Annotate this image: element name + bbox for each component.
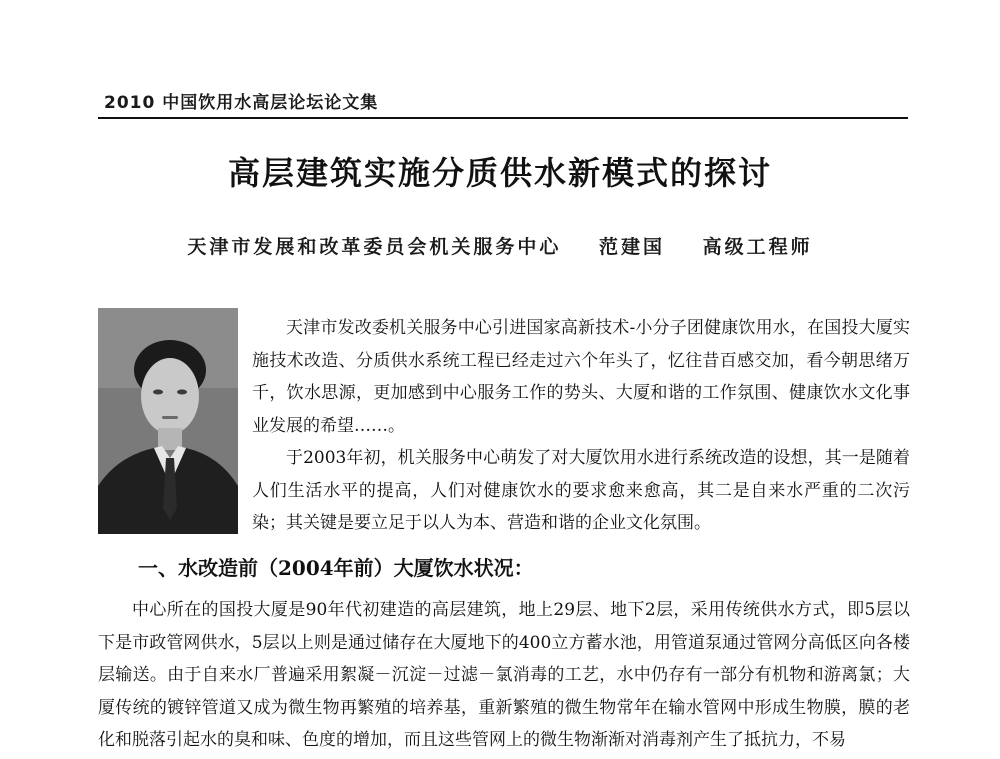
byline <box>0 232 1000 259</box>
intro-paragraph-1: 天津市发改委机关服务中心引进国家高新技术-小分子团健康饮用水，在国投大厦实施技术改造、分质供水系统工程已经走过六个年头了，忆往昔百感交加，看今朝思绪万千，饮水思源，更加感到中心服务工作的势头、大厦和谐的工作氛围、健康饮水文化事业发展的希望……。 <box>252 318 910 436</box>
header-rule <box>98 117 908 119</box>
article-title: 高层建筑实施分质供水新模式的探讨 <box>227 154 772 192</box>
affiliation: 天津市发展和改革委员会机关服务中心 <box>187 236 562 258</box>
author-photo <box>98 308 238 534</box>
section-body <box>98 594 910 757</box>
intro-paragraph-2: 于2003年初，机关服务中心萌发了对大厦饮用水进行系统改造的设想，其一是随着人们生活水平的提高，人们对健康饮水的要求愈来愈高，其二是自来水严重的二次污染；其关键是要立足于以人为本、营造和谐的企业文化氛围。 <box>252 448 910 533</box>
intro-text <box>252 312 910 540</box>
section-heading: 一、水改造前（2004年前）大厦饮水状况： <box>138 556 534 580</box>
author-title: 高级工程师 <box>702 236 813 258</box>
running-head: 2010 中国饮用水高层论坛论文集 <box>104 93 379 113</box>
section-paragraph-1: 中心所在的国投大厦是90年代初建造的高层建筑，地上29层、地下2层，采用传统供水方式，即5层以下是市政管网供水，5层以上则是通过储存在大厦地下的400立方蓄水池，用管道泵通过管网分高低区向各楼层输送。由于自来水厂普遍采用絮凝－沉淀－过滤－氯消毒的工艺，水中仍存有一部分有机物和游离氯；大厦传统的镀锌管道又成为微生物再繁殖的培养基，重新繁殖的微生物常年在输水管网中形成生物膜，膜的老化和脱落引起水的臭和味、色度的增加，而且这些管网上的微生物渐渐对消毒剂产生了抵抗力，不易 <box>98 600 910 750</box>
author-portrait-illustration <box>98 308 238 534</box>
author-name: 范建国 <box>598 236 665 258</box>
